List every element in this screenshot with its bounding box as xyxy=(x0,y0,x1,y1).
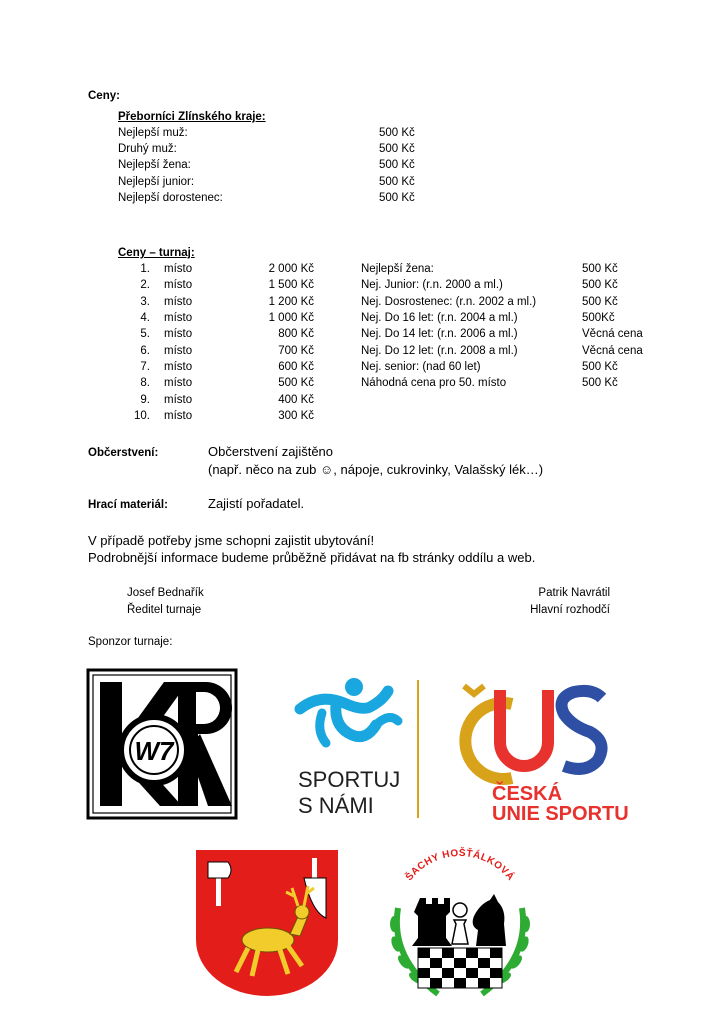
sachy-arc-textpath: ŠACHY HOŠŤÁLKOVÁ xyxy=(403,847,517,884)
special-value: 500 Kč xyxy=(582,361,618,373)
referee-name: Patrik Navrátil xyxy=(538,587,610,599)
place-word: místo xyxy=(164,263,193,275)
special-label: Nej. senior: (nad 60 let) xyxy=(361,361,481,373)
regional-label: Nejlepší muž: xyxy=(118,127,188,139)
place-value: 1 000 Kč xyxy=(268,312,314,324)
info-note: Podrobnější informace budeme průběžně přidávat na fb stránky oddílu a web. xyxy=(88,550,536,565)
refreshments-line2: (např. něco na zub ☺, nápoje, cukrovinky, Valašský lék…) xyxy=(208,462,544,477)
special-value: 500 Kč xyxy=(582,296,618,308)
place-value: 500 Kč xyxy=(278,377,314,389)
place-number: 9. xyxy=(140,394,150,406)
place-value: 800 Kč xyxy=(278,328,314,340)
tournament-title: Ceny – turnaj: xyxy=(118,247,195,259)
special-label: Nejlepší žena: xyxy=(361,263,434,275)
place-word: místo xyxy=(164,345,193,357)
director-role: Ředitel turnaje xyxy=(127,604,202,616)
place-word: místo xyxy=(164,410,193,422)
materials-label: Hrací materiál: xyxy=(88,499,168,511)
place-number: 7. xyxy=(140,361,150,373)
place-word: místo xyxy=(164,394,193,406)
special-label: Nej. Dosrostenec: (r.n. 2002 a ml.) xyxy=(361,296,537,308)
regional-value: 500 Kč xyxy=(379,159,415,171)
sportuj-logo xyxy=(292,675,422,825)
special-label: Nej. Do 14 let: (r.n. 2006 a ml.) xyxy=(361,328,518,340)
cus-line1: ČESKÁ xyxy=(492,783,563,805)
place-word: místo xyxy=(164,279,193,291)
kr-logo xyxy=(86,668,238,820)
director-name: Josef Bednařík xyxy=(127,587,204,599)
special-value: 500Kč xyxy=(582,312,615,324)
regional-value: 500 Kč xyxy=(379,127,415,139)
place-value: 600 Kč xyxy=(278,361,314,373)
regional-value: 500 Kč xyxy=(379,192,415,204)
place-value: 2 000 Kč xyxy=(268,263,314,275)
special-label: Nej. Do 12 let: (r.n. 2008 a ml.) xyxy=(361,345,518,357)
regional-value: 500 Kč xyxy=(379,176,415,188)
regional-label: Nejlepší dorostenec: xyxy=(118,192,223,204)
regional-label: Druhý muž: xyxy=(118,143,177,155)
coat-of-arms xyxy=(194,848,340,998)
place-value: 1 200 Kč xyxy=(268,296,314,308)
place-number: 4. xyxy=(140,312,150,324)
place-word: místo xyxy=(164,312,193,324)
place-value: 300 Kč xyxy=(278,410,314,422)
special-value: 500 Kč xyxy=(582,377,618,389)
cus-line2: UNIE SPORTU xyxy=(492,803,629,824)
place-word: místo xyxy=(164,296,193,308)
place-number: 2. xyxy=(140,279,150,291)
place-number: 8. xyxy=(140,377,150,389)
accommodation-note: V případě potřeby jsme schopni zajistit ubytování! xyxy=(88,533,375,548)
logo-divider xyxy=(417,680,419,818)
special-label: Nej. Junior: (r.n. 2000 a ml.) xyxy=(361,279,503,291)
refreshments-line1: Občerstvení zajištěno xyxy=(208,444,334,459)
place-number: 1. xyxy=(140,263,150,275)
special-value: Věcná cena xyxy=(582,345,643,357)
cus-logo xyxy=(442,676,632,824)
regional-value: 500 Kč xyxy=(379,143,415,155)
place-number: 3. xyxy=(140,296,150,308)
sachy-arc-text xyxy=(402,846,517,883)
special-value: 500 Kč xyxy=(582,279,618,291)
place-word: místo xyxy=(164,377,193,389)
kr-logo-inner-text: W7 xyxy=(134,736,174,766)
place-number: 10. xyxy=(134,410,150,422)
special-value: 500 Kč xyxy=(582,263,618,275)
special-label: Náhodná cena pro 50. místo xyxy=(361,377,507,389)
special-value: Věcná cena xyxy=(582,328,643,340)
place-value: 1 500 Kč xyxy=(268,279,314,291)
sponsor-label: Sponzor turnaje: xyxy=(88,636,173,648)
place-number: 5. xyxy=(140,328,150,340)
place-value: 400 Kč xyxy=(278,394,314,406)
prizes-heading: Ceny: xyxy=(88,90,120,102)
place-number: 6. xyxy=(140,345,150,357)
place-word: místo xyxy=(164,328,193,340)
regional-label: Nejlepší žena: xyxy=(118,159,191,171)
refreshments-label: Občerstvení: xyxy=(88,447,159,459)
referee-role: Hlavní rozhodčí xyxy=(530,604,610,616)
special-label: Nej. Do 16 let: (r.n. 2004 a ml.) xyxy=(361,312,518,324)
sportuj-line1: SPORTUJ xyxy=(298,767,401,792)
sportuj-line2: S NÁMI xyxy=(298,793,374,818)
place-word: místo xyxy=(164,361,193,373)
regional-title: Přeborníci Zlínského kraje: xyxy=(118,111,266,123)
regional-label: Nejlepší junior: xyxy=(118,176,195,188)
materials-value: Zajistí pořadatel. xyxy=(208,496,305,511)
sachy-logo xyxy=(380,838,540,1002)
place-value: 700 Kč xyxy=(278,345,314,357)
